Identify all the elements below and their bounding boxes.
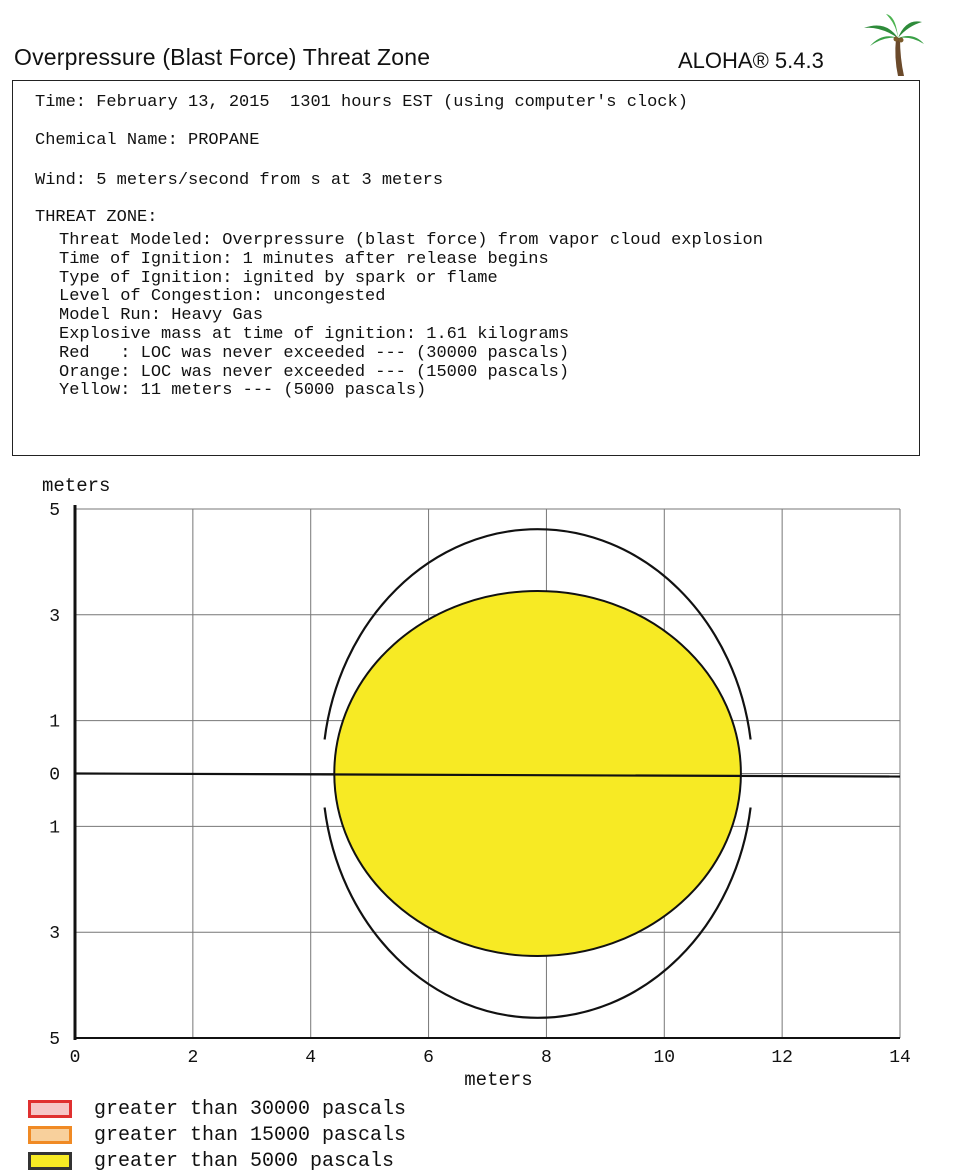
legend-label: greater than 30000 pascals xyxy=(94,1098,407,1121)
legend-label: greater than 5000 pascals xyxy=(94,1150,395,1173)
y-tick-label: 3 xyxy=(49,606,60,627)
y-axis-label: meters xyxy=(42,475,111,497)
y-tick-label: 5 xyxy=(49,1030,60,1050)
y-tick-label: 5 xyxy=(49,501,60,521)
palm-tree-icon xyxy=(856,12,926,78)
info-chemical: Chemical Name: PROPANE xyxy=(35,131,260,150)
legend-swatch-yellow xyxy=(28,1152,72,1170)
x-tick-label: 0 xyxy=(69,1048,81,1068)
y-tick-label: 1 xyxy=(49,712,60,733)
x-tick-label: 6 xyxy=(423,1048,434,1068)
info-threat-line: Time of Ignition: 1 minutes after release begins xyxy=(59,249,549,269)
legend-swatch-orange xyxy=(28,1126,72,1144)
info-threat-line: Yellow: 11 meters --- (5000 pascals) xyxy=(59,381,427,401)
x-tick-label: 2 xyxy=(187,1048,199,1068)
x-tick-label: 10 xyxy=(653,1048,676,1068)
info-threat-line: Type of Ignition: ignited by spark or flame xyxy=(59,268,498,288)
info-threat-line: Explosive mass at time of ignition: 1.61 kilograms xyxy=(59,325,570,344)
threat-zone-plot xyxy=(0,465,967,1158)
scenario-info-box xyxy=(12,80,920,456)
info-threat-line: Level of Congestion: uncongested xyxy=(59,287,386,307)
y-tick-label: 3 xyxy=(49,924,60,945)
y-tick-label: 1 xyxy=(49,818,60,839)
x-tick-label: 8 xyxy=(541,1048,552,1068)
info-threat-zone-heading: THREAT ZONE: xyxy=(35,208,158,227)
info-time: Time: February 13, 2015 1301 hours EST (using computer's clock) xyxy=(35,93,688,112)
legend-swatch-red xyxy=(28,1100,72,1118)
aloha-version-label: ALOHA® 5.4.3 xyxy=(678,48,824,73)
y-tick-label: 0 xyxy=(49,765,60,786)
x-tick-label: 4 xyxy=(305,1048,317,1068)
info-threat-line: Orange: LOC was never exceeded --- (15000 pascals) xyxy=(59,362,570,382)
legend-label: greater than 15000 pascals xyxy=(94,1124,407,1147)
threat-zone-yellow xyxy=(334,591,741,956)
info-threat-line: Model Run: Heavy Gas xyxy=(59,306,264,326)
x-tick-label: 14 xyxy=(889,1048,911,1068)
x-axis-label: meters xyxy=(464,1069,533,1091)
page-title: Overpressure (Blast Force) Threat Zone xyxy=(14,44,431,70)
info-threat-line: Threat Modeled: Overpressure (blast force) from vapor cloud explosion xyxy=(59,231,763,250)
info-wind: Wind: 5 meters/second from s at 3 meters xyxy=(35,171,444,190)
x-tick-label: 12 xyxy=(771,1048,793,1068)
info-threat-line: Red : LOC was never exceeded --- (30000 pascals) xyxy=(59,343,570,363)
